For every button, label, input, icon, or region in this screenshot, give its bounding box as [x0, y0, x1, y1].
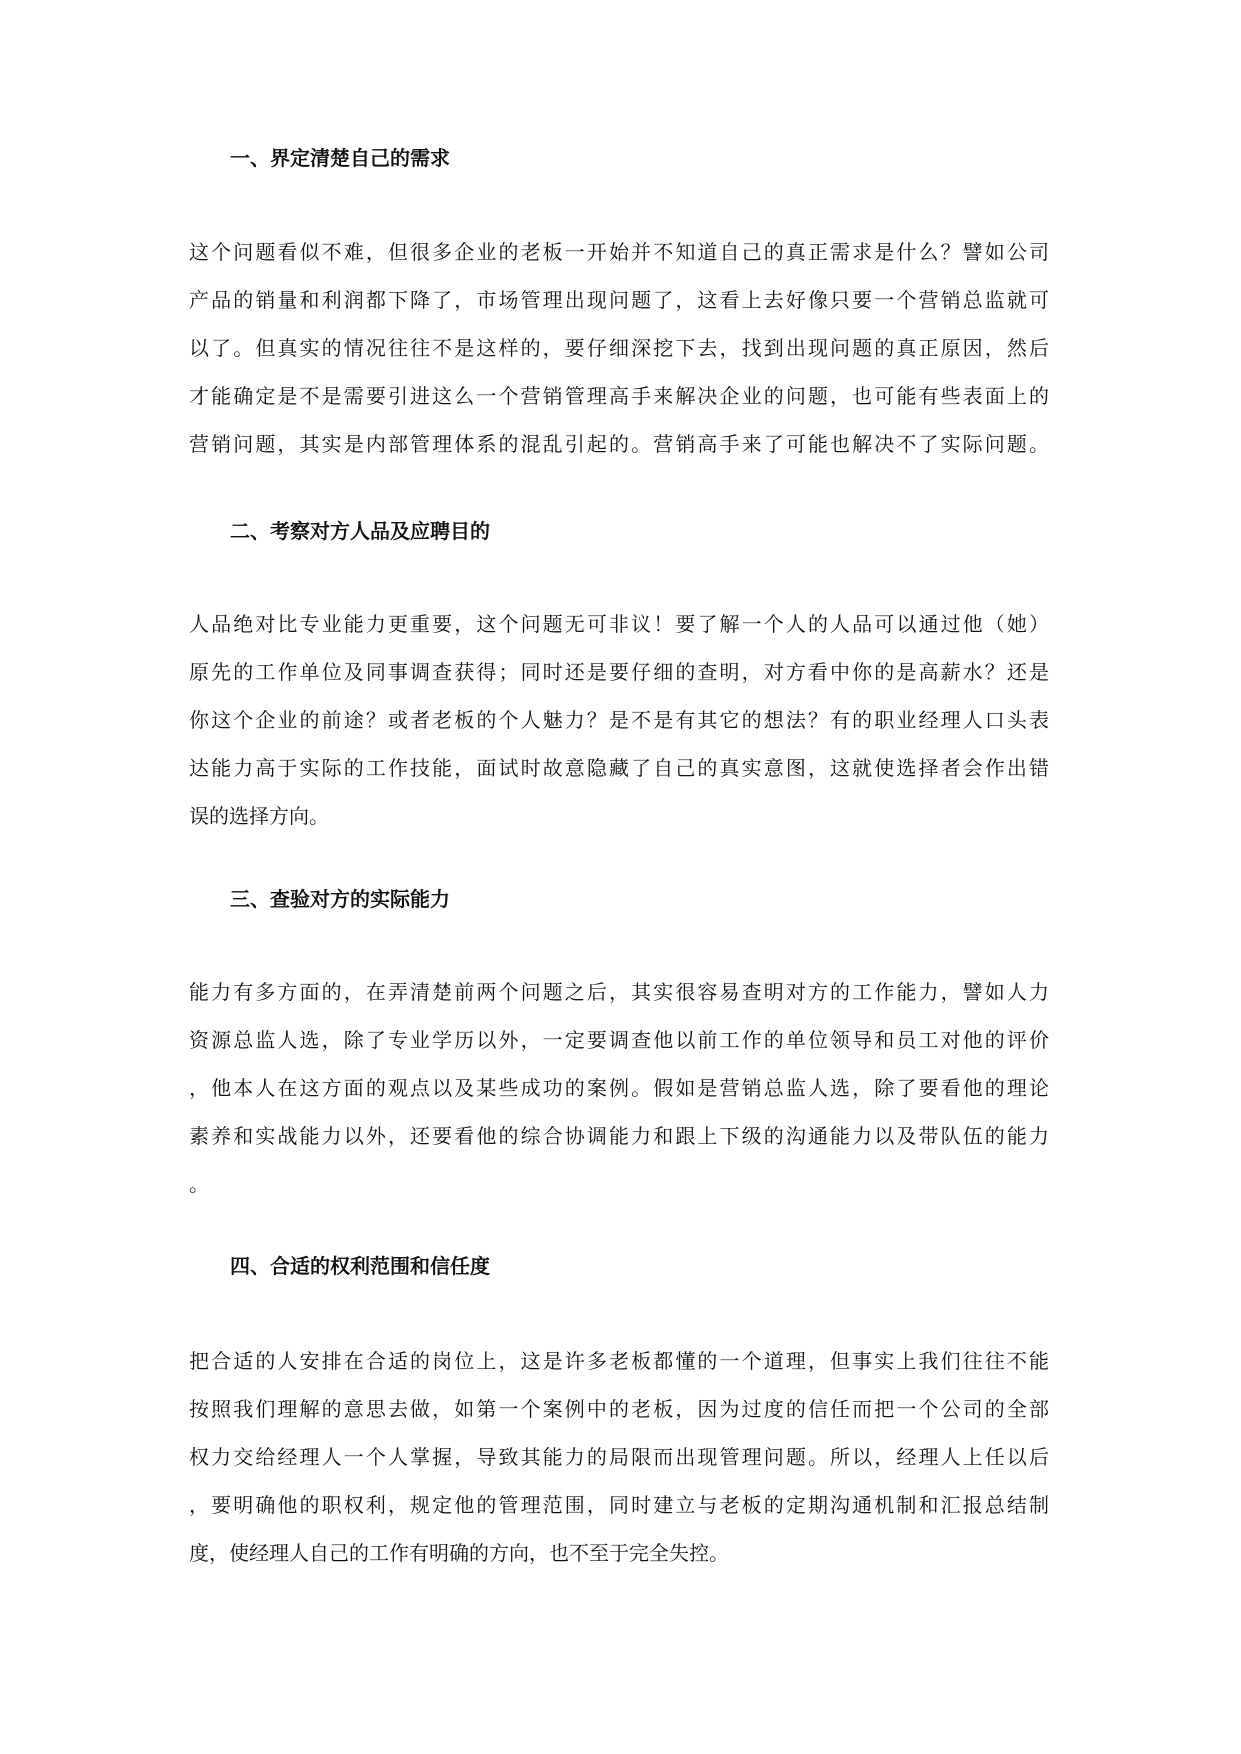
paragraph-line: ，他本人在这方面的观点以及某些成功的案例。假如是营销总监人选，除了要看他的理论: [189, 1076, 1049, 1100]
paragraph-line: 误的选择方向。: [189, 804, 329, 828]
section-paragraph-3: [189, 968, 1049, 1208]
paragraph-line: 把合适的人安排在合适的岗位上，这是许多老板都懂的一个道理，但事实上我们往往不能: [189, 1349, 1049, 1373]
paragraph-line: 这个问题看似不难，但很多企业的老板一开始并不知道自己的真正需求是什么？譬如公司: [189, 240, 1049, 264]
section-paragraph-1: [189, 228, 1049, 468]
section-heading-1: 一、界定清楚自己的需求: [230, 146, 450, 170]
paragraph-line: 权力交给经理人一个人掌握，导致其能力的局限而出现管理问题。所以，经理人上任以后: [189, 1445, 1049, 1469]
paragraph-line: 按照我们理解的意思去做，如第一个案例中的老板，因为过度的信任而把一个公司的全部: [189, 1397, 1049, 1421]
paragraph-line: ，要明确他的职权利，规定他的管理范围，同时建立与老板的定期沟通机制和汇报总结制: [189, 1493, 1049, 1517]
paragraph-line: 产品的销量和利润都下降了，市场管理出现问题了，这看上去好像只要一个营销总监就可: [189, 288, 1049, 312]
paragraph-line: 达能力高于实际的工作技能，面试时故意隐藏了自己的真实意图，这就使选择者会作出错: [189, 756, 1049, 780]
section-paragraph-4: [189, 1337, 1049, 1577]
paragraph-line: 以了。但真实的情况往往不是这样的，要仔细深挖下去，找到出现问题的真正原因，然后: [189, 336, 1049, 360]
paragraph-line: 。: [189, 1172, 209, 1196]
section-heading-4: 四、合适的权利范围和信任度: [230, 1254, 490, 1278]
paragraph-line: 你这个企业的前途？或者老板的个人魅力？是不是有其它的想法？有的职业经理人口头表: [189, 708, 1049, 732]
paragraph-line: 人品绝对比专业能力更重要，这个问题无可非议！要了解一个人的人品可以通过他（她）: [189, 612, 1049, 636]
paragraph-line: 资源总监人选，除了专业学历以外，一定要调查他以前工作的单位领导和员工对他的评价: [189, 1028, 1049, 1052]
paragraph-line: 原先的工作单位及同事调查获得；同时还是要仔细的查明，对方看中你的是高薪水？还是: [189, 660, 1049, 684]
section-heading-2: 二、考察对方人品及应聘目的: [230, 519, 490, 543]
paragraph-line: 才能确定是不是需要引进这么一个营销管理高手来解决企业的问题，也可能有些表面上的: [189, 384, 1049, 408]
paragraph-line: 素养和实战能力以外，还要看他的综合协调能力和跟上下级的沟通能力以及带队伍的能力: [189, 1124, 1049, 1148]
paragraph-line: 度，使经理人自己的工作有明确的方向，也不至于完全失控。: [189, 1541, 729, 1565]
section-heading-3: 三、查验对方的实际能力: [230, 887, 450, 911]
section-paragraph-2: [189, 600, 1049, 840]
paragraph-line: 能力有多方面的，在弄清楚前两个问题之后，其实很容易查明对方的工作能力，譬如人力: [189, 980, 1049, 1004]
paragraph-line: 营销问题，其实是内部管理体系的混乱引起的。营销高手来了可能也解决不了实际问题。: [189, 432, 1049, 456]
